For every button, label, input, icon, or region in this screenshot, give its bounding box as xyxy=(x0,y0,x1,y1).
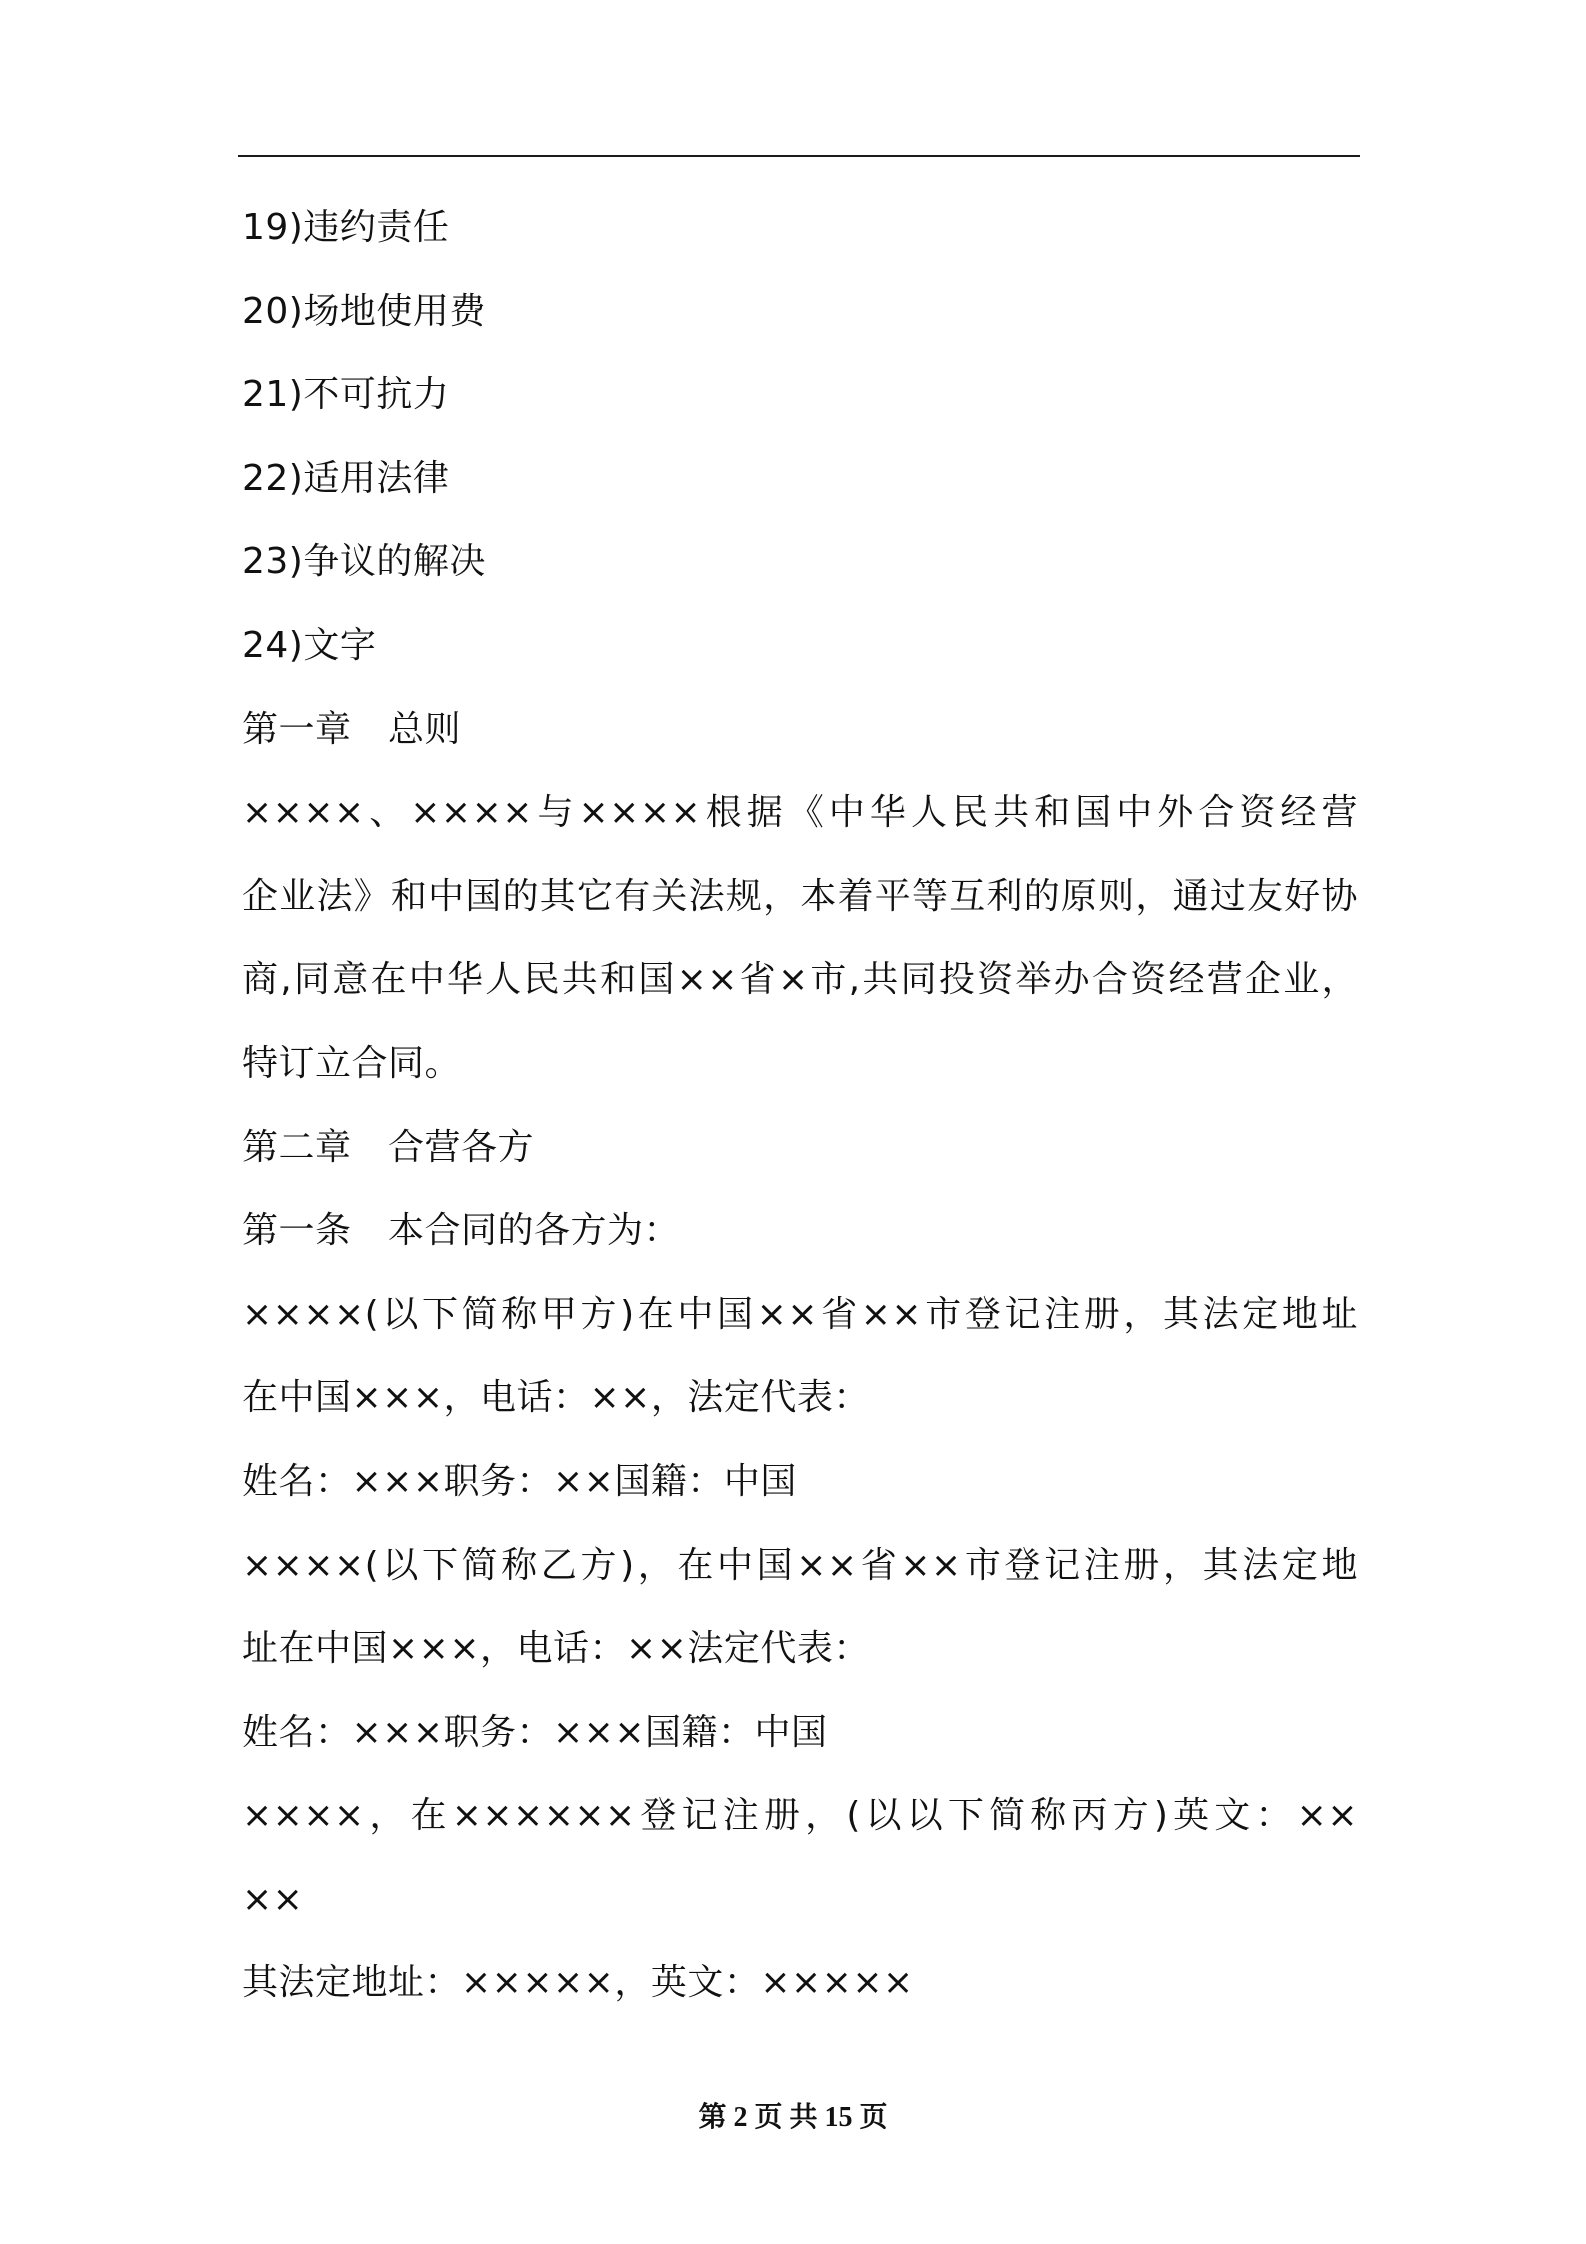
document-body xyxy=(242,186,1358,2025)
party-b-line: 址在中国×××，电话：××法定代表： xyxy=(242,1628,870,1670)
preamble-line: 商,同意在中华人民共和国××省×市,共同投资举办合资经营企业， xyxy=(242,959,1358,1001)
page-number: 第 2 页 共 15 页 xyxy=(698,2102,888,2133)
party-c-line: ××××，在××××××登记注册，(以以下简称丙方)英文：×× xyxy=(242,1795,1358,1837)
toc-item: 19)违约责任 xyxy=(242,207,450,248)
party-a-line: ××××(以下简称甲方)在中国××省××市登记注册，其法定地址 xyxy=(242,1293,1358,1335)
party-a-line: 在中国×××，电话：××，法定代表： xyxy=(242,1377,870,1419)
header-divider xyxy=(238,155,1360,157)
party-b-representative: 姓名：×××职务：×××国籍：中国 xyxy=(242,1711,828,1753)
preamble-line: 特订立合同。 xyxy=(242,1042,462,1084)
party-c-address: 其法定地址：×××××，英文：××××× xyxy=(242,1962,914,2004)
preamble-line: 企业法》和中国的其它有关法规，本着平等互利的原则，通过友好协 xyxy=(242,875,1358,917)
party-c-line: ×× xyxy=(242,1878,304,1920)
chapter-heading: 第二章 合营各方 xyxy=(242,1126,535,1168)
chapter-heading: 第一章 总则 xyxy=(242,708,462,750)
toc-item: 21)不可抗力 xyxy=(242,374,450,416)
party-b-line: ××××(以下简称乙方)，在中国××省××市登记注册，其法定地 xyxy=(242,1544,1358,1586)
toc-item: 23)争议的解决 xyxy=(242,541,486,583)
toc-item: 22)适用法律 xyxy=(242,457,450,499)
toc-item: 24)文字 xyxy=(242,624,377,666)
toc-item: 20)场地使用费 xyxy=(242,290,486,332)
party-a-representative: 姓名：×××职务：××国籍：中国 xyxy=(242,1460,797,1502)
preamble-line: ××××、××××与××××根据《中华人民共和国中外合资经营 xyxy=(242,792,1358,834)
article-heading: 第一条 本合同的各方为： xyxy=(242,1210,681,1252)
